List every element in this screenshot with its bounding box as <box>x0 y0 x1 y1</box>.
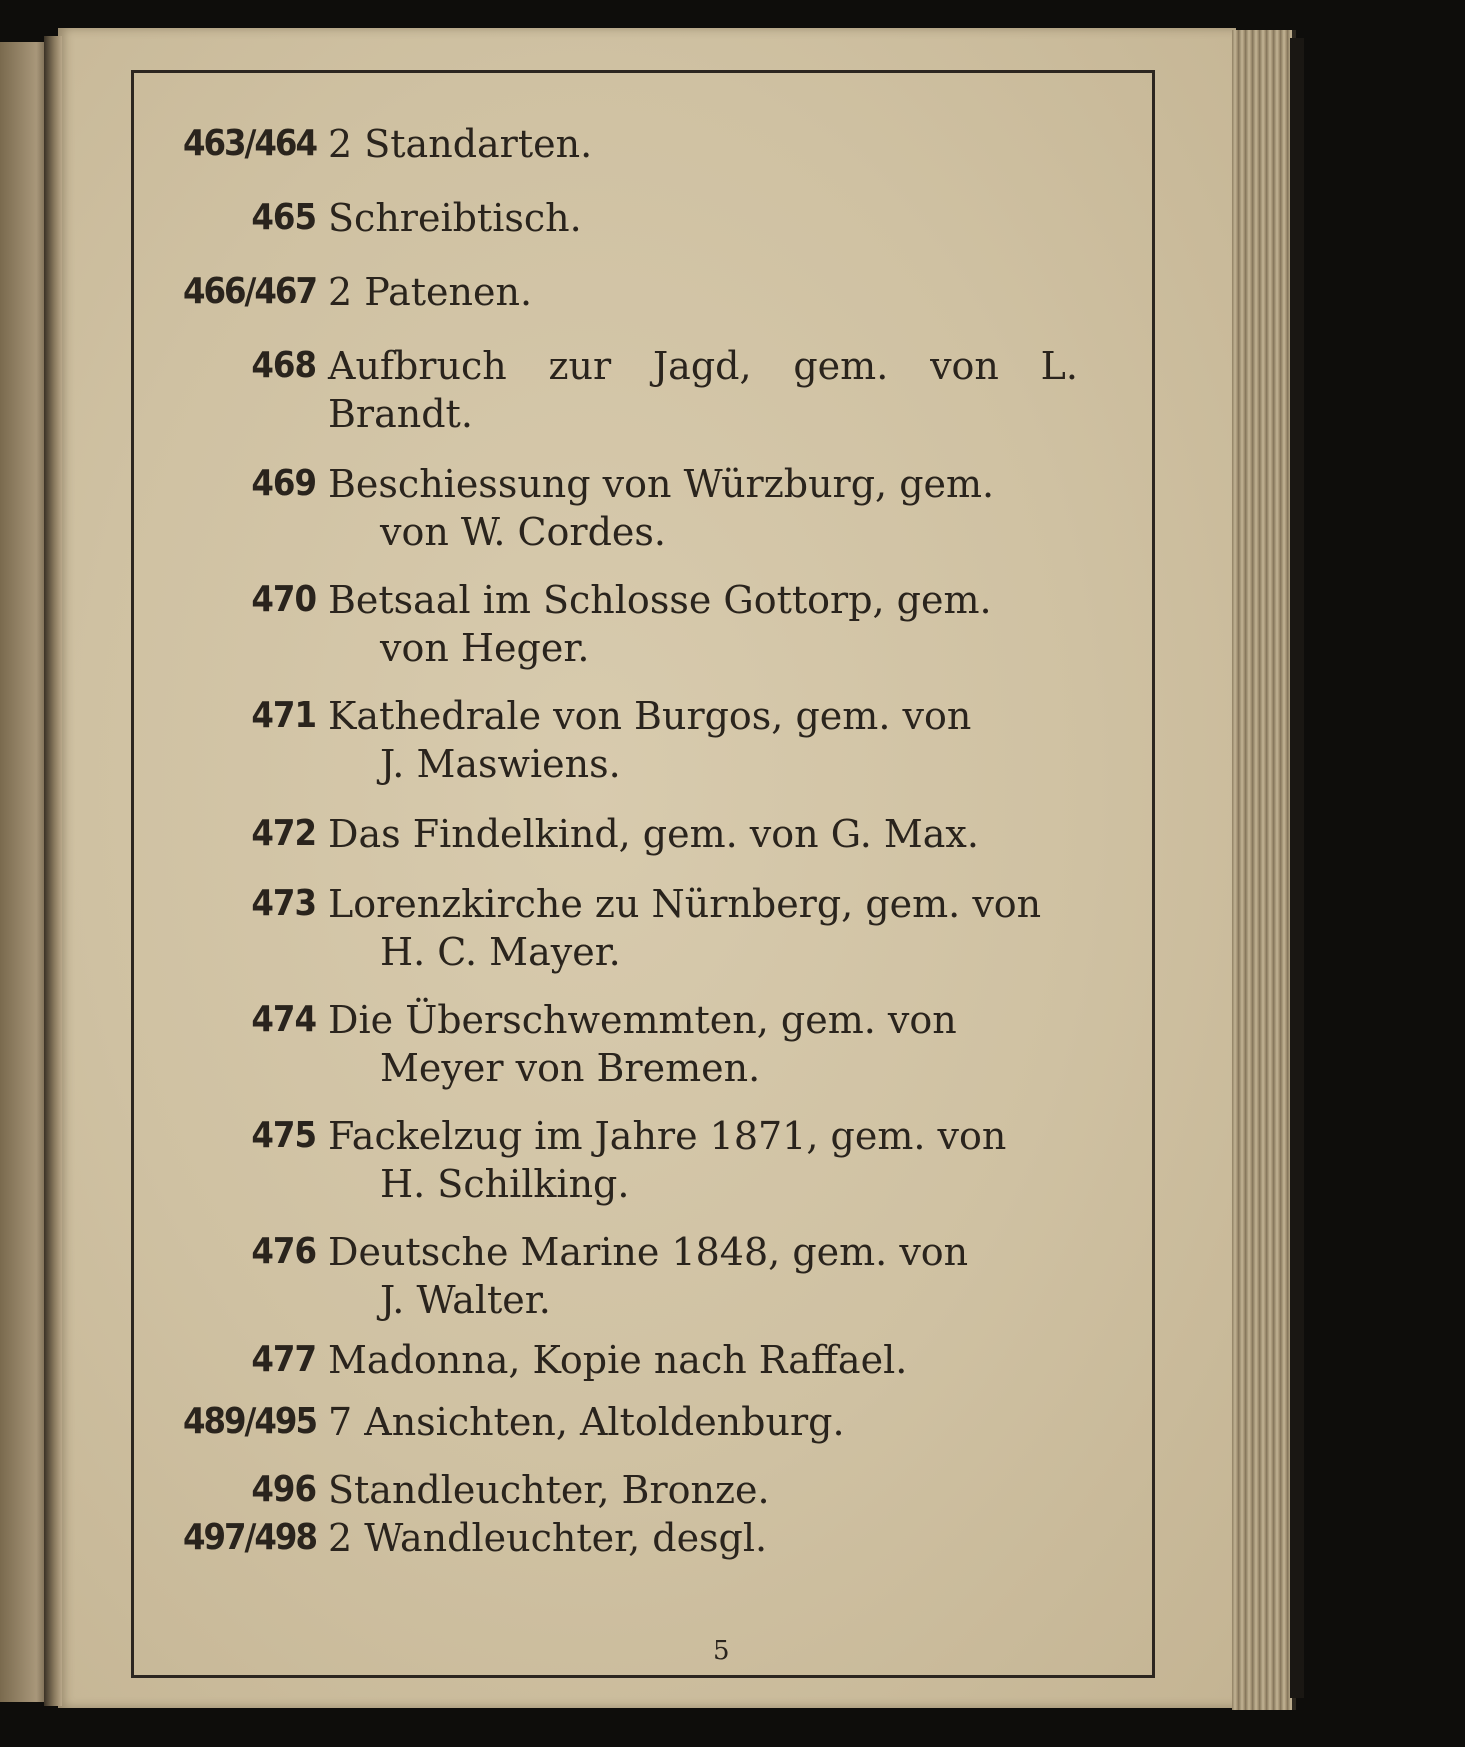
catalog-entry <box>128 1228 1088 1324</box>
catalog-list <box>128 120 1088 1562</box>
entry-description: 7 Ansichten, Altoldenburg. <box>328 1400 845 1444</box>
catalog-entry <box>128 268 1088 316</box>
page-number: 5 <box>713 1636 730 1666</box>
catalog-entry <box>128 810 1088 858</box>
catalog-entry <box>128 1336 1088 1384</box>
entry-description: Das Findelkind, gem. von G. Max. <box>328 812 979 856</box>
catalog-entry <box>128 194 1088 242</box>
cover-edge <box>1290 38 1304 1698</box>
catalog-entry <box>128 576 1088 672</box>
entry-description: Beschiessung von Würzburg, gem. von W. Cordes. <box>328 462 995 554</box>
entry-description: 2 Standarten. <box>328 122 593 166</box>
entry-description: Deutsche Marine 1848, gem. von J. Walter. <box>328 1230 969 1322</box>
entry-number: 477 <box>251 1339 316 1380</box>
page-stack-edge <box>1232 30 1296 1710</box>
entry-number: 476 <box>251 1231 316 1272</box>
entry-description: Madonna, Kopie nach Raffael. <box>328 1338 908 1382</box>
entry-description: Aufbruch zur Jagd, gem. von L. Brandt. <box>328 344 1078 436</box>
page-content <box>58 28 1236 1708</box>
catalog-entry <box>128 692 1088 788</box>
entry-description: Standleuchter, Bronze. <box>328 1468 770 1512</box>
entry-number: 469 <box>251 463 316 504</box>
entry-number: 475 <box>251 1115 316 1156</box>
entry-description: Schreibtisch. <box>328 196 582 240</box>
entry-description: 2 Wandleuchter, desgl. <box>328 1516 768 1560</box>
entry-description: Kathedrale von Burgos, gem. von J. Maswiens. <box>328 694 972 786</box>
catalog-entry <box>128 342 1088 438</box>
entry-number: 489/495 <box>182 1401 316 1442</box>
entry-number: 497/498 <box>182 1517 316 1558</box>
catalog-entry <box>128 1514 1088 1562</box>
catalog-entry <box>128 996 1088 1092</box>
catalog-entry <box>128 1398 1088 1446</box>
entry-number: 466/467 <box>182 271 316 312</box>
entry-number: 496 <box>251 1469 316 1510</box>
entry-description: Fackelzug im Jahre 1871, gem. von H. Schilking. <box>328 1114 1007 1206</box>
entry-number: 472 <box>251 813 316 854</box>
catalog-entry <box>128 1466 1088 1514</box>
entry-number: 468 <box>251 345 316 386</box>
entry-number: 463/464 <box>182 123 316 164</box>
entry-description: 2 Patenen. <box>328 270 533 314</box>
entry-description: Betsaal im Schlosse Gottorp, gem. von Heger. <box>328 578 992 670</box>
entry-description: Die Überschwemmten, gem. von Meyer von Bremen. <box>328 998 957 1090</box>
entry-number: 465 <box>251 197 316 238</box>
catalog-entry <box>128 120 1088 168</box>
entry-description: Lorenzkirche zu Nürnberg, gem. von H. C. Mayer. <box>328 882 1042 974</box>
catalog-entry <box>128 460 1088 556</box>
entry-number: 473 <box>251 883 316 924</box>
entry-number: 471 <box>251 695 316 736</box>
entry-number: 470 <box>251 579 316 620</box>
catalog-entry <box>128 880 1088 976</box>
entry-number: 474 <box>251 999 316 1040</box>
catalog-entry <box>128 1112 1088 1208</box>
